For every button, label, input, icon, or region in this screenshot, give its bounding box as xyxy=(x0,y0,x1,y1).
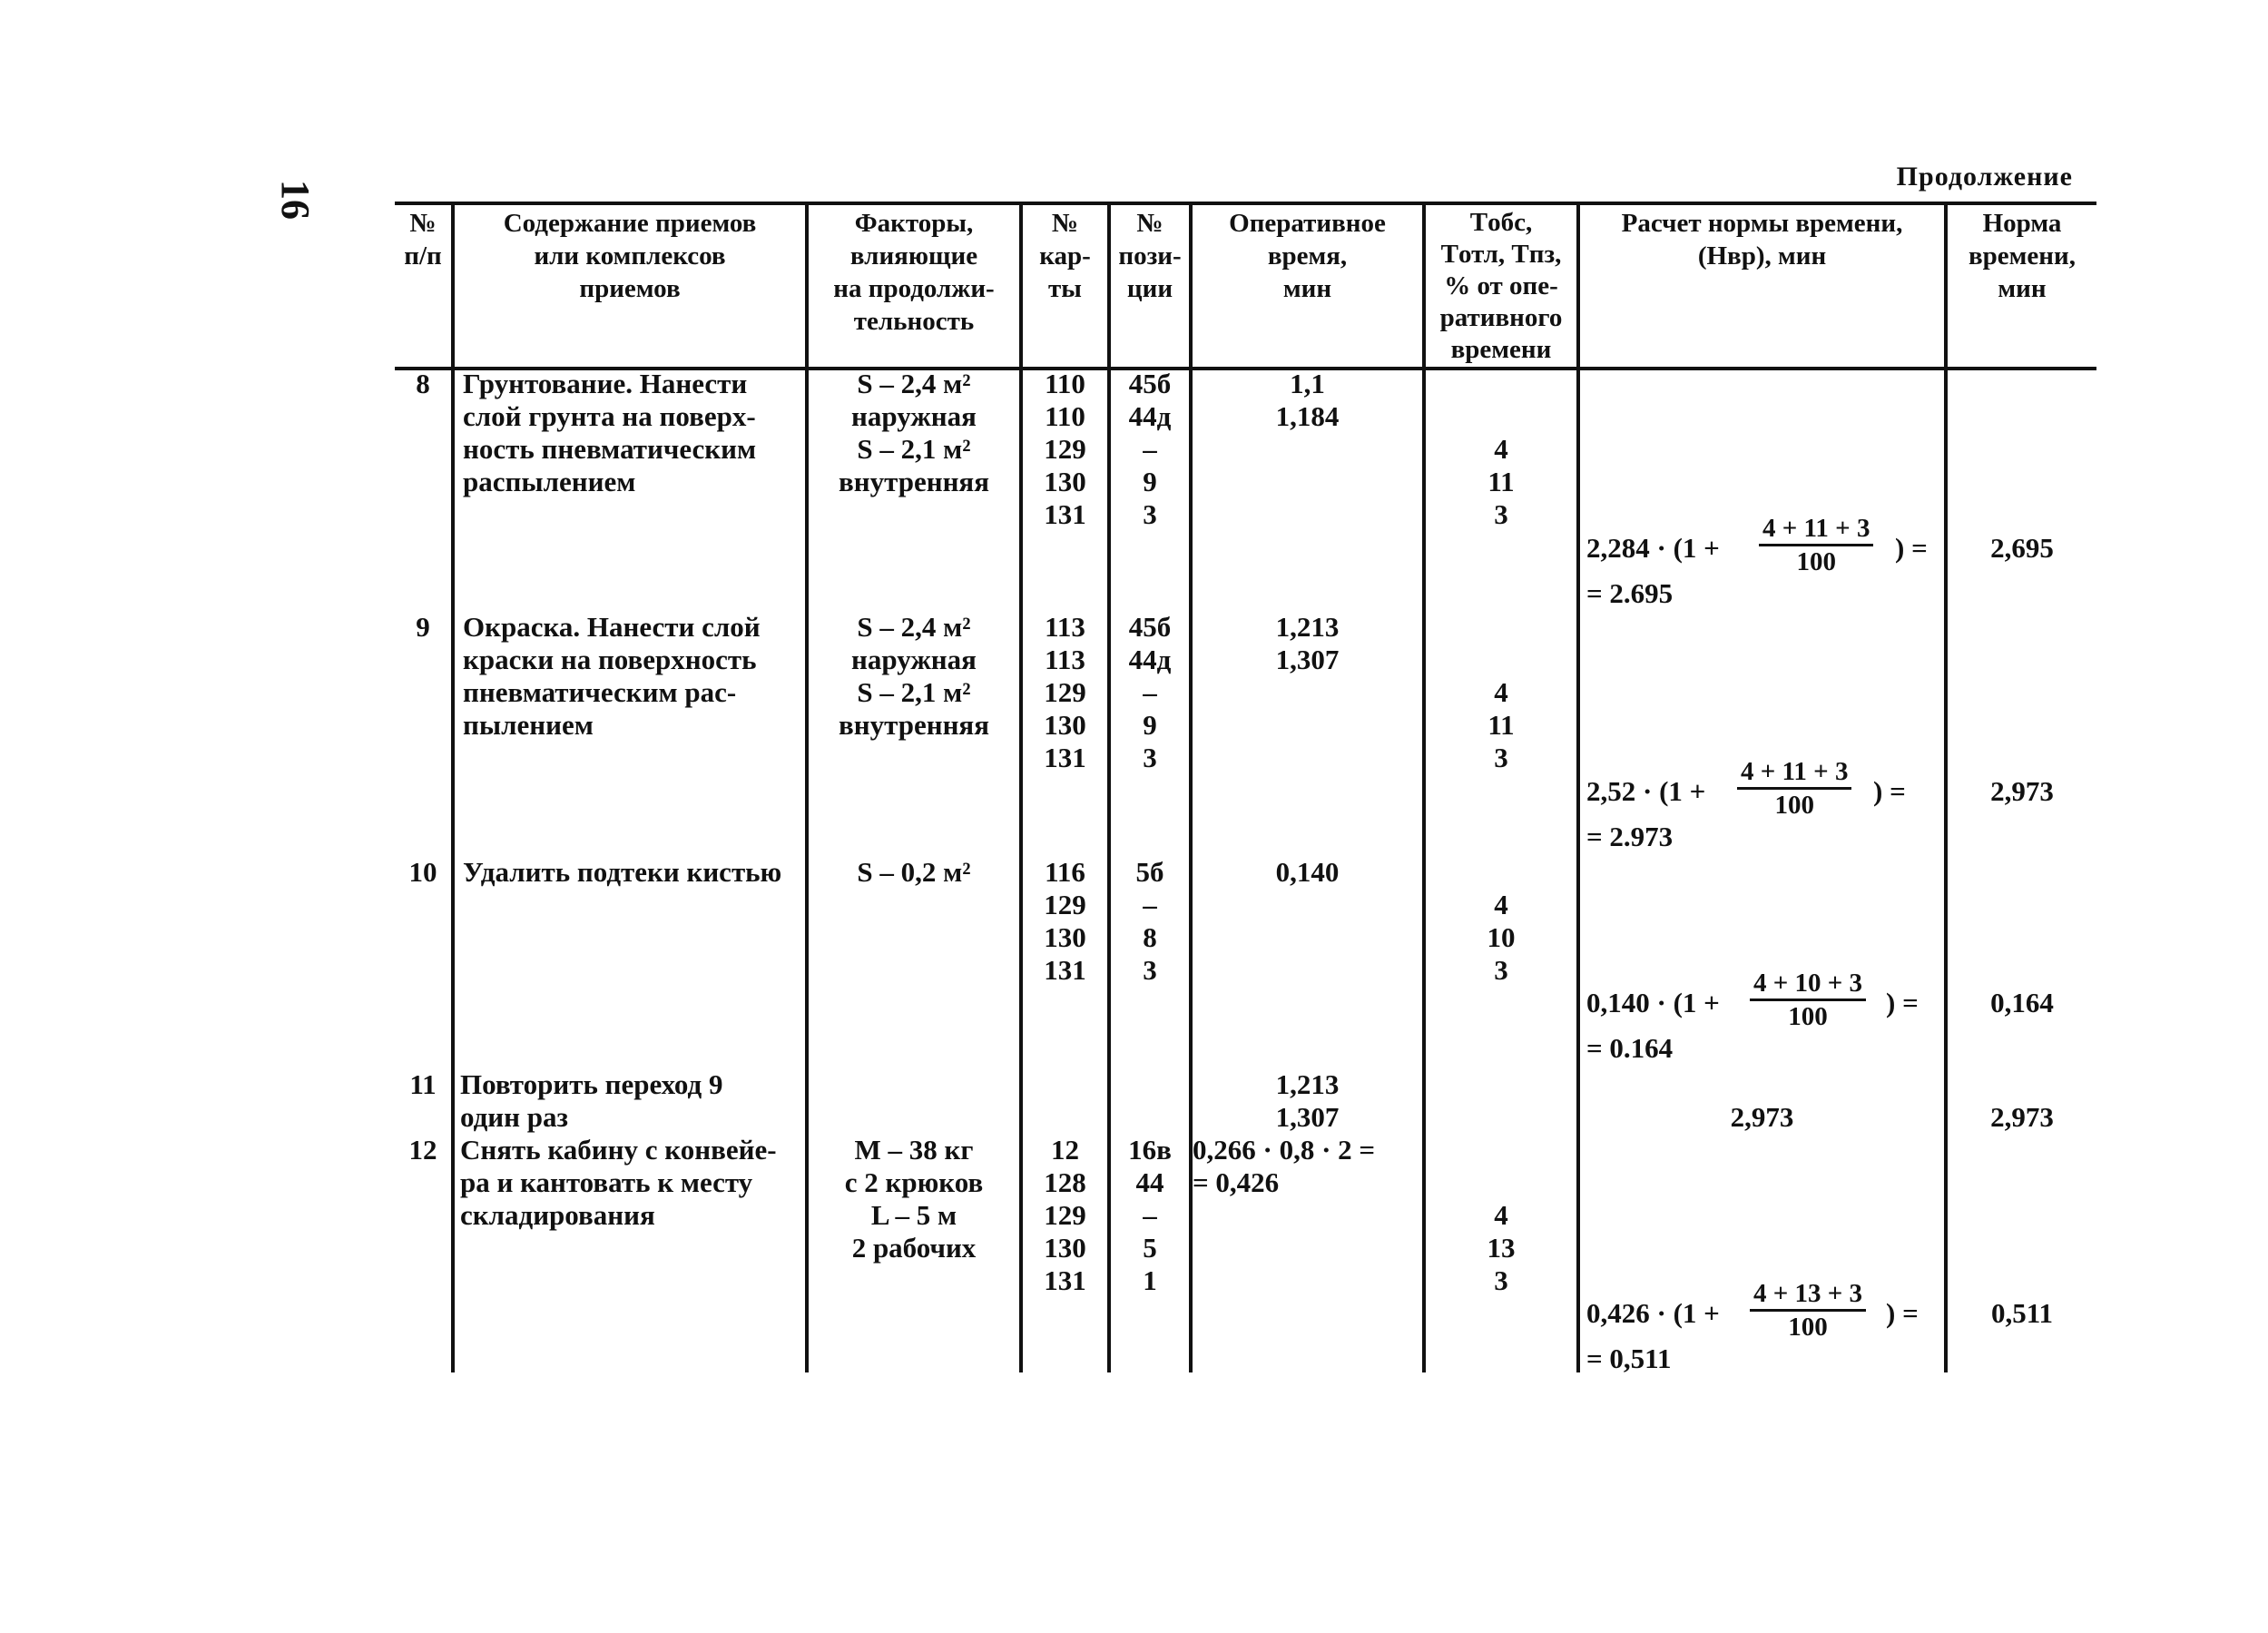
row-cards: 116 129 130 131 xyxy=(1044,856,1086,986)
header-factors: Факторы, влияющие на продолжи- тельность xyxy=(833,209,995,336)
row-content: Снять кабину с конвейе- ра и кантовать к месту складирования xyxy=(460,1134,777,1231)
row-factors: S – 0,2 м² xyxy=(857,856,971,888)
row-num: 10 xyxy=(408,856,437,888)
row-percents: 4 13 3 xyxy=(1487,1199,1516,1296)
col-divider xyxy=(1576,202,1580,1372)
row-operative: 0,266 · 0,8 · 2 = = 0,426 xyxy=(1193,1134,1376,1198)
row-positions: 45б 44д – 9 3 xyxy=(1128,611,1172,773)
row-cards: 12 128 129 130 131 xyxy=(1044,1134,1086,1296)
table-top-rule xyxy=(395,202,2096,205)
calc-value: 2,973 xyxy=(1730,1101,1794,1133)
row-norm: 0,164 xyxy=(1990,987,2054,1018)
row-operative: 1,213 1,307 xyxy=(1275,611,1340,675)
row-num: 8 xyxy=(416,368,430,399)
header-content: Содержание приемов или комплексов приемов xyxy=(503,209,757,303)
row-num: 9 xyxy=(416,611,430,643)
row-cards: 113 113 129 130 131 xyxy=(1044,611,1086,773)
header-num: № п/п xyxy=(404,209,442,271)
continuation-label: Продолжение xyxy=(1896,162,2073,192)
col-divider xyxy=(451,202,455,1372)
row-cards: 110 110 129 130 131 xyxy=(1044,368,1086,530)
page-number: 16 xyxy=(273,180,318,220)
col-divider xyxy=(1422,202,1426,1372)
row-content: Окраска. Нанести слой краски на поверхность пневматическим рас- пылением xyxy=(463,611,761,741)
row-norm: 2,973 xyxy=(1990,1101,2054,1133)
row-operative: 1,1 1,184 xyxy=(1275,368,1340,432)
row-num: 12 xyxy=(408,1134,437,1166)
row-factors: S – 2,4 м² наружная S – 2,1 м² внутренняя xyxy=(839,368,989,497)
row-content: Повторить переход 9 один раз xyxy=(460,1068,723,1133)
row-norm: 2,973 xyxy=(1990,775,2054,807)
row-factors: S – 2,4 м² наружная S – 2,1 м² внутренняя xyxy=(839,611,989,741)
header-operative: Оперативное время, мин xyxy=(1229,209,1386,303)
header-percent: Tобс, Tотл, Tпз, % от опе- ративного времени xyxy=(1439,208,1563,364)
row-percents: 4 11 3 xyxy=(1487,433,1515,530)
header-card: № кар- ты xyxy=(1039,209,1091,303)
row-positions: 45б 44д – 9 3 xyxy=(1128,368,1172,530)
row-positions: 5б – 8 3 xyxy=(1135,856,1164,986)
row-operative: 1,213 1,307 xyxy=(1275,1068,1340,1133)
row-positions: 16в 44 – 5 1 xyxy=(1128,1134,1172,1296)
header-position: № пози- ции xyxy=(1118,209,1182,303)
row-percents: 4 11 3 xyxy=(1487,676,1515,773)
header-norm: Норма времени, мин xyxy=(1969,209,2076,303)
row-norm: 0,511 xyxy=(1990,1297,2054,1329)
row-operative: 0,140 xyxy=(1275,856,1340,888)
row-norm: 2,695 xyxy=(1990,532,2054,564)
row-content: Удалить подтеки кистью xyxy=(463,856,782,888)
row-percents: 4 10 3 xyxy=(1487,889,1516,986)
header-calc: Расчет нормы времени, (Hвр), мин xyxy=(1621,209,1903,271)
row-num: 11 xyxy=(409,1068,437,1100)
row-content: Грунтование. Нанести слой грунта на поверх- ность пневматическим распылением xyxy=(463,368,757,497)
row-factors: M – 38 кг с 2 крюков L – 5 м 2 рабочих xyxy=(844,1134,984,1264)
